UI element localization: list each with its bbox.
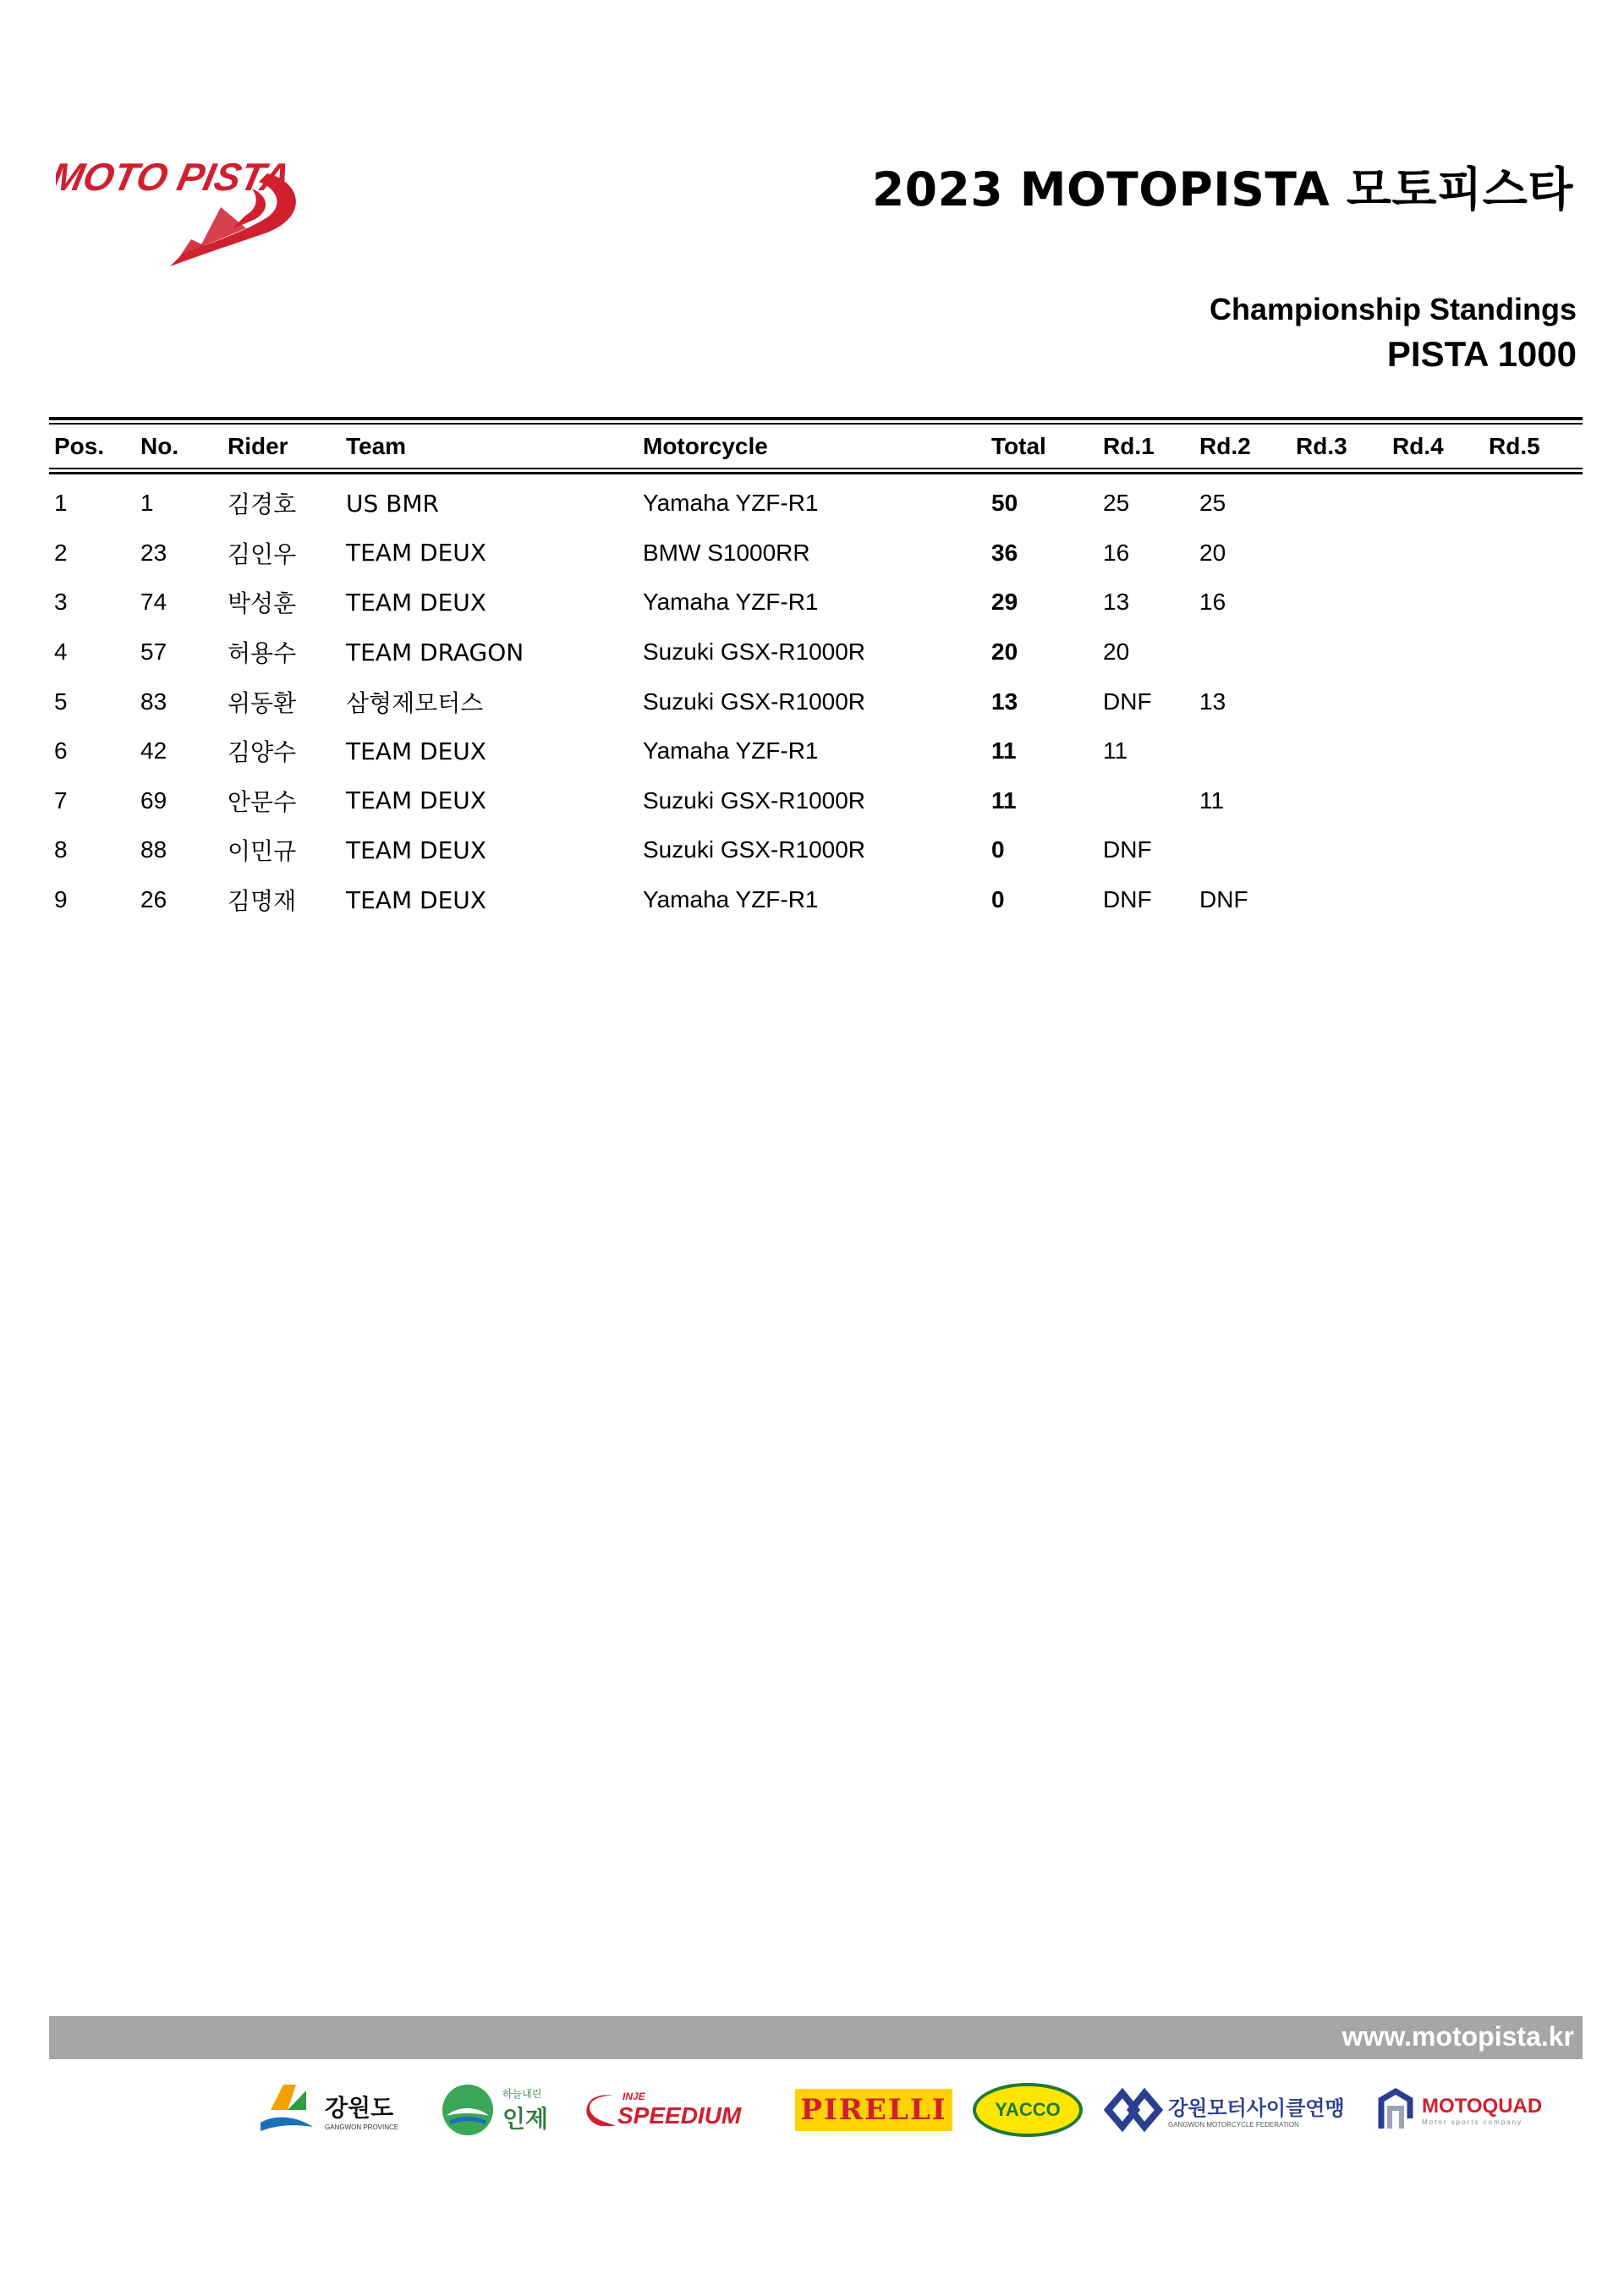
table-row: [49, 726, 1583, 776]
round-cell: [1291, 677, 1387, 726]
round-cell: [1387, 776, 1484, 826]
gangwon-subtitle: GANGWON PROVINCE: [325, 2123, 399, 2131]
round-cell: [1387, 469, 1484, 529]
number-cell: 83: [140, 688, 167, 715]
pos-cell: 8: [54, 836, 68, 863]
round-cell: 25: [1103, 490, 1130, 517]
table-row: [49, 875, 1583, 925]
document-subtitle: Championship Standings: [1209, 292, 1577, 326]
round-cell: 11: [1103, 737, 1128, 764]
round-cell: [1387, 677, 1484, 726]
motorcycle-cell: Suzuki GSX-R1000R: [643, 688, 866, 715]
round-cell: [1194, 726, 1291, 776]
round-cell: 16: [1199, 589, 1226, 616]
header-rule-top: [49, 417, 1583, 420]
inje-name: 인제: [502, 2104, 549, 2133]
round-cell: [1291, 529, 1387, 578]
total-cell: 11: [991, 786, 1017, 814]
round-cell: [1484, 469, 1583, 529]
round-cell: [1484, 627, 1583, 677]
team-cell: TEAM DEUX: [346, 786, 486, 815]
number-cell: 42: [140, 737, 167, 764]
motorcycle-cell: BMW S1000RR: [643, 539, 810, 566]
motorcycle-cell: Yamaha YZF-R1: [643, 886, 819, 913]
total-cell: 20: [991, 638, 1018, 666]
federation-logo: [1104, 2072, 1358, 2148]
round-cell: [1387, 875, 1484, 925]
round-cell: [1291, 726, 1387, 776]
inje-emblem-icon: [440, 2082, 496, 2138]
logo-text: MOTO PISTA: [56, 155, 295, 199]
federation-subtitle: GANGWON MOTORCYCLE FEDERATION: [1168, 2121, 1299, 2129]
rider-cell: 김양수: [228, 738, 297, 767]
round-cell: [1194, 825, 1291, 875]
footer-bar: [49, 2016, 1583, 2059]
column-header: Motorcycle: [643, 433, 768, 459]
number-cell: 26: [140, 886, 167, 913]
team-cell: 삼형제모터스: [346, 688, 484, 717]
page-title: 2023 MOTOPISTA 모토피스타: [872, 162, 1573, 216]
column-header: Rider: [228, 433, 288, 459]
total-cell: 0: [991, 836, 1005, 863]
class-name: PISTA 1000: [1386, 334, 1577, 374]
column-header: Rd.1: [1103, 433, 1155, 459]
round-cell: DNF: [1103, 688, 1152, 715]
table-row: [49, 529, 1583, 578]
team-cell: TEAM DEUX: [346, 539, 486, 567]
column-header: Rd.5: [1489, 433, 1540, 459]
rider-cell: 김명재: [228, 887, 297, 916]
speedium-name: SPEEDIUM: [617, 2102, 742, 2129]
pos-cell: 6: [54, 737, 68, 764]
team-cell: TEAM DEUX: [346, 737, 486, 765]
round-cell: 11: [1199, 786, 1225, 814]
motopista-logo: [56, 148, 318, 271]
number-cell: 57: [140, 638, 167, 666]
number-cell: 74: [140, 589, 167, 616]
round-cell: [1291, 825, 1387, 875]
inje-logo: [440, 2072, 567, 2148]
round-cell: [1484, 825, 1583, 875]
table-header-row: [49, 425, 1583, 469]
total-cell: 29: [991, 589, 1018, 616]
round-cell: [1291, 875, 1387, 925]
rider-cell: 김경호: [228, 490, 297, 519]
table-row: [49, 578, 1583, 627]
pos-cell: 7: [54, 786, 68, 814]
motorcycle-cell: Suzuki GSX-R1000R: [643, 836, 866, 863]
round-cell: [1387, 627, 1484, 677]
rider-cell: 이민규: [228, 837, 297, 866]
number-cell: 1: [140, 490, 154, 517]
pos-cell: 5: [54, 688, 68, 715]
motorcycle-cell: Suzuki GSX-R1000R: [643, 638, 866, 666]
number-cell: 69: [140, 786, 167, 814]
round-cell: 13: [1103, 589, 1130, 616]
round-cell: [1291, 578, 1387, 627]
round-cell: [1291, 627, 1387, 677]
column-header: Rd.4: [1392, 433, 1444, 459]
column-header: Total: [991, 433, 1046, 459]
pos-cell: 2: [54, 539, 68, 566]
round-cell: [1484, 726, 1583, 776]
round-cell: [1194, 627, 1291, 677]
pirelli-logo: [795, 2072, 956, 2148]
gangwon-name: 강원도: [325, 2093, 394, 2122]
inje-tagline: 하늘내린: [502, 2087, 542, 2100]
gangwon-logo: [254, 2072, 419, 2148]
round-cell: [1484, 578, 1583, 627]
round-cell: [1291, 776, 1387, 826]
total-cell: 0: [991, 886, 1005, 913]
table-row: [49, 627, 1583, 677]
yacco-logo: [973, 2072, 1091, 2148]
rider-cell: 김인우: [228, 540, 297, 568]
round-cell: 13: [1199, 688, 1226, 715]
total-cell: 36: [991, 539, 1018, 566]
pos-cell: 4: [54, 638, 68, 666]
column-header: No.: [140, 433, 179, 459]
total-cell: 50: [991, 490, 1018, 517]
team-cell: TEAM DEUX: [346, 885, 486, 914]
speedium-logo: [584, 2072, 778, 2148]
total-cell: 13: [991, 688, 1018, 715]
round-cell: [1098, 776, 1194, 826]
motoquad-logo: [1374, 2072, 1569, 2148]
pos-cell: 1: [54, 490, 68, 517]
federation-name: 강원모터사이클연맹: [1168, 2096, 1345, 2120]
table-row: [49, 469, 1583, 529]
rider-cell: 안문수: [228, 787, 297, 816]
round-cell: 25: [1199, 490, 1226, 517]
pirelli-name: PIRELLI: [800, 2093, 947, 2127]
team-cell: TEAM DRAGON: [346, 638, 524, 666]
yacco-name: YACCO: [995, 2099, 1061, 2120]
round-cell: [1387, 578, 1484, 627]
rider-cell: 박성훈: [228, 589, 297, 618]
round-cell: 20: [1103, 638, 1130, 666]
column-header: Pos.: [54, 433, 105, 459]
motorcycle-cell: Suzuki GSX-R1000R: [643, 786, 866, 814]
website-link[interactable]: www.motopista.kr: [1341, 2021, 1574, 2052]
team-cell: TEAM DEUX: [346, 836, 486, 864]
number-cell: 88: [140, 836, 167, 863]
number-cell: 23: [140, 539, 167, 566]
rider-cell: 위동환: [228, 688, 297, 717]
motorcycle-cell: Yamaha YZF-R1: [643, 490, 819, 517]
gangwon-emblem-icon: [254, 2080, 321, 2140]
round-cell: [1387, 825, 1484, 875]
motoquad-name: MOTOQUAD: [1422, 2094, 1543, 2118]
round-cell: [1387, 529, 1484, 578]
column-header: Team: [346, 433, 407, 459]
round-cell: [1484, 776, 1583, 826]
table-row: [49, 776, 1583, 826]
round-cell: [1484, 875, 1583, 925]
federation-emblem-icon: [1104, 2086, 1163, 2134]
speedium-tag: INJE: [623, 2091, 645, 2102]
sponsor-strip: [254, 2072, 1573, 2148]
column-header: Rd.2: [1199, 433, 1251, 459]
round-cell: 16: [1103, 539, 1130, 566]
round-cell: DNF: [1199, 886, 1248, 913]
motorcycle-cell: Yamaha YZF-R1: [643, 589, 819, 616]
round-cell: [1484, 677, 1583, 726]
total-cell: 11: [991, 737, 1017, 764]
table-row: [49, 677, 1583, 726]
team-cell: TEAM DEUX: [346, 588, 486, 616]
column-header: Rd.3: [1296, 433, 1347, 459]
round-cell: [1484, 529, 1583, 578]
motoquad-emblem-icon: [1374, 2085, 1417, 2135]
pos-cell: 9: [54, 886, 68, 913]
motoquad-subtitle: Motor sports company: [1422, 2118, 1523, 2126]
standings-table: [49, 425, 1583, 924]
speedium-swoosh-icon: [584, 2089, 617, 2131]
round-cell: DNF: [1103, 836, 1152, 863]
table-row: [49, 825, 1583, 875]
round-cell: [1291, 469, 1387, 529]
team-cell: US BMR: [346, 489, 439, 518]
round-cell: DNF: [1103, 886, 1152, 913]
round-cell: 20: [1199, 539, 1226, 566]
pos-cell: 3: [54, 589, 68, 616]
round-cell: [1387, 726, 1484, 776]
rider-cell: 허용수: [228, 639, 297, 668]
motorcycle-cell: Yamaha YZF-R1: [643, 737, 819, 764]
